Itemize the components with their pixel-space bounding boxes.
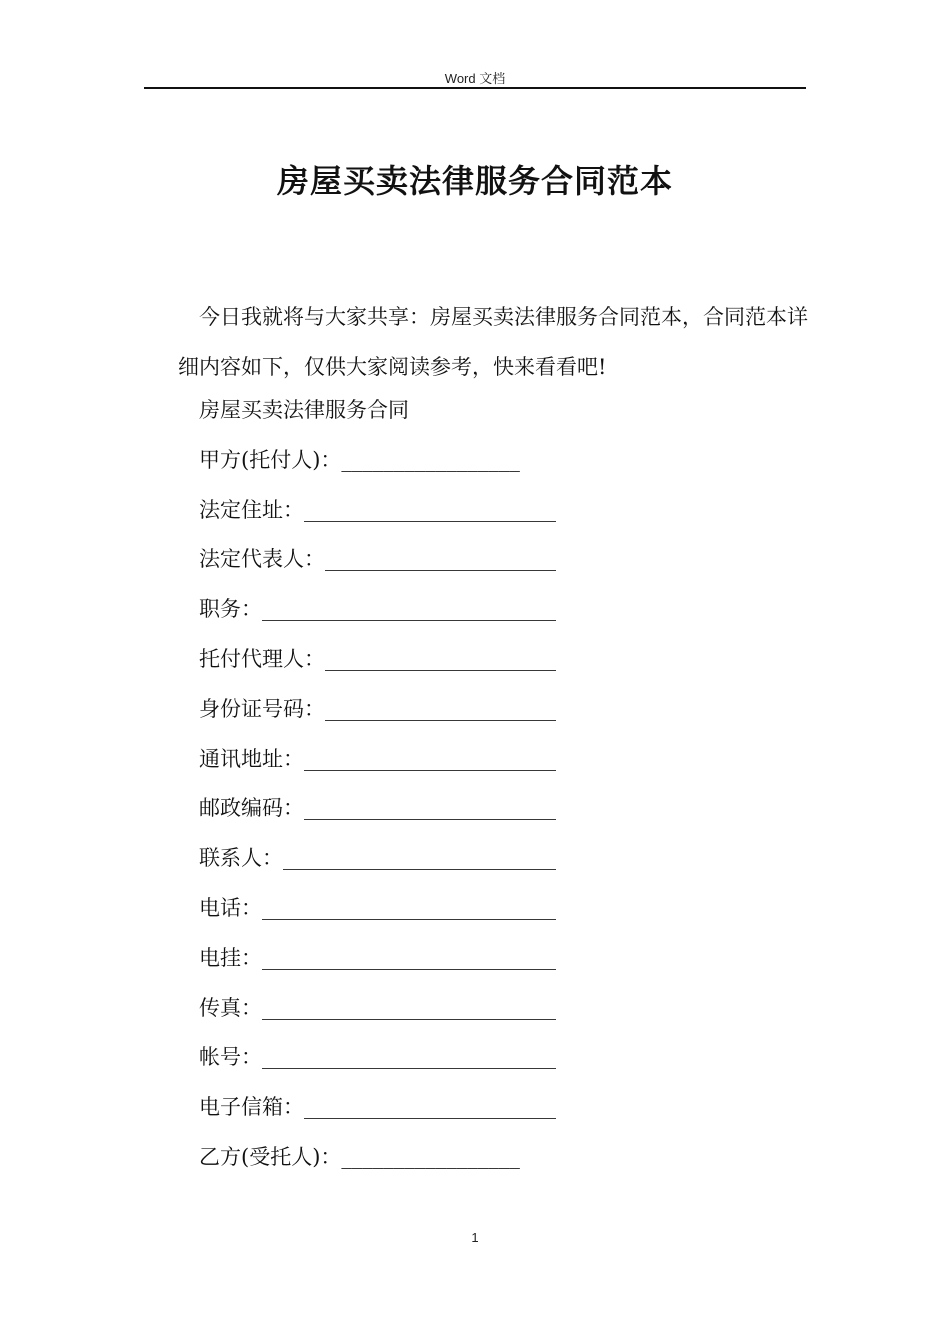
email-line: 电子信箱：________________________ (199, 1095, 556, 1120)
legal-address-line: 法定住址：________________________ (199, 497, 556, 522)
legal-representative-line: 法定代表人：______________________ (199, 547, 556, 572)
contact-person-line: 联系人：__________________________ (199, 846, 556, 871)
intro-paragraph: 今日我就将与大家共享：房屋买卖法律服务合同范本，合同范本详细内容如下，仅供大家阅读参考，快来看看吧! (178, 305, 808, 379)
header-divider (144, 87, 806, 89)
document-title: 房屋买卖法律服务合同范本 (276, 162, 673, 200)
page-header: Word 文档 (444, 71, 506, 86)
mailing-address-line: 通讯地址：________________________ (199, 746, 556, 771)
party-a-line: 甲方(托付人)：_________________ (199, 447, 520, 472)
phone-line: 电话：____________________________ (199, 895, 556, 920)
contract-fields (199, 386, 556, 1183)
postal-code-line: 邮政编码：________________________ (199, 796, 556, 821)
position-line: 职务：____________________________ (199, 597, 556, 622)
account-line: 帐号：____________________________ (199, 1045, 556, 1070)
page-number: 1 (471, 1230, 479, 1245)
telegraph-line: 电挂：____________________________ (199, 945, 556, 970)
authorized-agent-line: 托付代理人：______________________ (199, 646, 556, 671)
party-b-line: 乙方(受托人)：_________________ (199, 1144, 520, 1169)
id-number-line: 身份证号码：______________________ (199, 696, 556, 721)
contract-heading: 房屋买卖法律服务合同 (199, 398, 409, 422)
fax-line: 传真：____________________________ (199, 995, 556, 1020)
